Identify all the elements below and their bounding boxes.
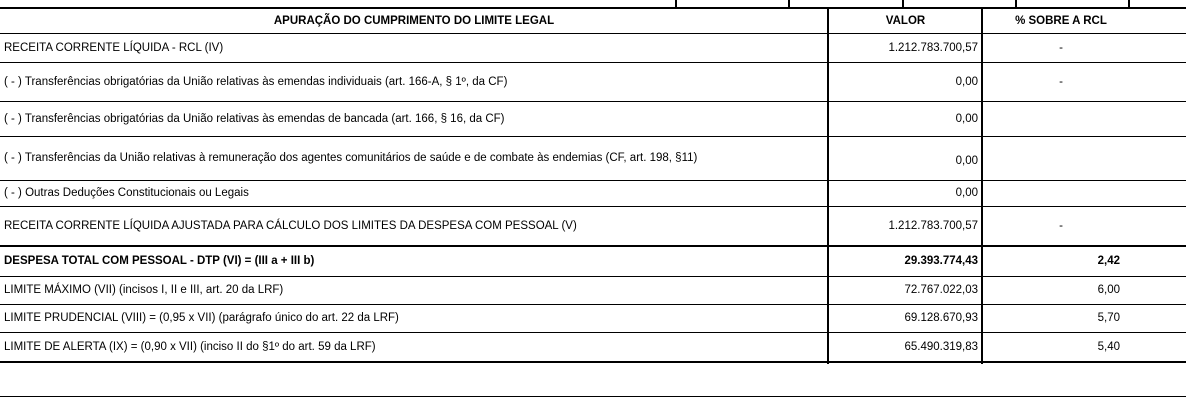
row-valor: 72.767.022,03 (904, 284, 978, 296)
row-valor: 1.212.783.700,57 (888, 219, 978, 232)
row-label: ( - ) Transferências obrigatórias da União relativas às emendas de bancada (art. 166, § 16, da CF) (4, 112, 505, 125)
row-pct: 5,70 (1097, 312, 1120, 324)
table-header-row (0, 9, 1186, 34)
bottom-border-line (0, 396, 1186, 397)
row-valor: 69.128.670,93 (904, 312, 978, 324)
row-label: DESPESA TOTAL COM PESSOAL - DTP (VI) = (III a + III b) (4, 255, 315, 267)
top-column-tick (1128, 0, 1130, 8)
row-pct (983, 137, 1139, 180)
table-row (0, 305, 1186, 333)
row-label: LIMITE MÁXIMO (VII) (incisos I, II e III, art. 20 da LRF) (4, 284, 284, 296)
table-row (0, 277, 1186, 305)
row-valor: 0,00 (955, 112, 978, 125)
column-divider (827, 8, 829, 364)
row-pct: - (1059, 219, 1063, 232)
top-column-tick (675, 0, 677, 8)
row-valor: 1.212.783.700,57 (888, 41, 978, 54)
table-row (0, 207, 1186, 247)
top-column-tick (902, 0, 904, 8)
table-row (0, 247, 1186, 277)
header-label: APURAÇÃO DO CUMPRIMENTO DO LIMITE LEGAL (273, 14, 555, 27)
row-label: ( - ) Outras Deduções Constitucionais ou Legais (4, 187, 249, 199)
header-valor: VALOR (885, 14, 926, 27)
top-column-tick (1015, 0, 1017, 8)
row-valor: 65.490.319,83 (904, 340, 978, 353)
column-divider (981, 8, 983, 364)
row-valor: 0,00 (955, 187, 978, 199)
row-label: RECEITA CORRENTE LÍQUIDA AJUSTADA PARA CÁLCULO DOS LIMITES DA DESPESA COM PESSOAL (V) (4, 219, 577, 232)
table-row (0, 63, 1186, 102)
row-label: ( - ) Transferências da União relativas à remuneração dos agentes comunitários de saúde e de combate às endemias (CF, art. 198, §11) (4, 152, 698, 164)
row-label: LIMITE PRUDENCIAL (VIII) = (0,95 x VII) (parágrafo único do art. 22 da LRF) (4, 312, 399, 324)
table-row (0, 102, 1186, 137)
row-valor: 0,00 (955, 75, 978, 88)
row-pct (983, 181, 1139, 206)
table-row (0, 34, 1186, 63)
row-pct: - (1059, 41, 1063, 54)
row-pct: 2,42 (1097, 255, 1120, 267)
row-valor: 0,00 (955, 155, 978, 167)
table-row (0, 333, 1186, 363)
row-label: RECEITA CORRENTE LÍQUIDA - RCL (IV) (4, 41, 224, 54)
row-valor: 29.393.774,43 (904, 255, 978, 267)
header-pct: % SOBRE A RCL (1015, 14, 1107, 27)
row-pct: 5,40 (1097, 340, 1120, 353)
row-pct: - (1059, 75, 1063, 88)
table-row (0, 137, 1186, 181)
row-label: LIMITE DE ALERTA (IX) = (0,90 x VII) (inciso II do §1º do art. 59 da LRF) (4, 340, 376, 353)
row-pct (983, 102, 1139, 136)
table-row (0, 181, 1186, 207)
row-pct: 6,00 (1097, 284, 1120, 296)
top-column-tick (788, 0, 790, 8)
row-label: ( - ) Transferências obrigatórias da União relativas às emendas individuais (art. 166-A, § 1º, da CF) (4, 75, 508, 88)
